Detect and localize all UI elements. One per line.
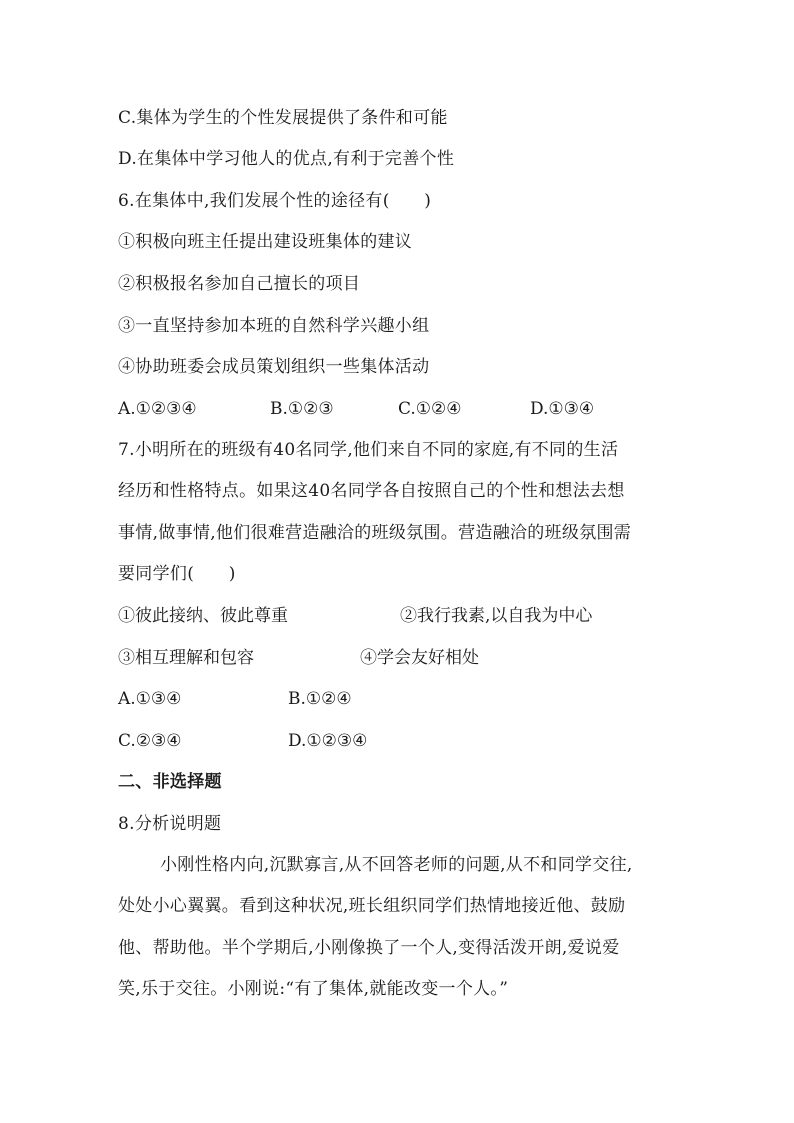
q7-stem-line-2: 经历和性格特点。如果这40名同学各自按照自己的个性和想法去想 [118, 481, 625, 501]
q5-option-c: C.集体为学生的个性发展提供了条件和可能 [118, 108, 448, 128]
q8-passage-line-4: 笑,乐于交往。小刚说:“有了集体,就能改变一个人。” [118, 979, 509, 999]
q6-choice-d: D.①③④ [530, 399, 595, 419]
q5-option-d: D.在集体中学习他人的优点,有利于完善个性 [118, 149, 455, 169]
q7-choice-c: C.②③④ [118, 731, 182, 751]
q7-stem-line-1: 7.小明所在的班级有40名同学,他们来自不同的家庭,有不同的生活 [118, 440, 619, 460]
q7-item-3: ③相互理解和包容 [118, 648, 254, 668]
q7-choice-a: A.①③④ [118, 689, 182, 709]
q7-item-4: ④学会友好相处 [360, 648, 479, 668]
q7-stem-line-3: 事情,做事情,他们很难营造融洽的班级氛围。营造融洽的班级氛围需 [118, 523, 632, 543]
q8-passage-line-1: 小刚性格内向,沉默寡言,从不回答老师的问题,从不和同学交往, [160, 855, 633, 875]
section-title: 二、非选择题 [118, 772, 222, 792]
q6-stem: 6.在集体中,我们发展个性的途径有( ) [118, 191, 432, 211]
q7-stem-line-4: 要同学们( ) [118, 564, 236, 584]
q8-label: 8.分析说明题 [118, 814, 222, 834]
q7-item-2: ②我行我素,以自我为中心 [400, 606, 593, 626]
q8-passage-line-2: 处处小心翼翼。看到这种状况,班长组织同学们热情地接近他、鼓励 [118, 896, 626, 916]
q6-item-1: ①积极向班主任提出建设班集体的建议 [118, 232, 413, 252]
q7-item-1: ①彼此接纳、彼此尊重 [118, 606, 288, 626]
q8-passage-line-3: 他、帮助他。半个学期后,小刚像换了一个人,变得活泼开朗,爱说爱 [118, 938, 620, 958]
q7-choice-b: B.①②④ [288, 689, 352, 709]
q6-item-4: ④协助班委会成员策划组织一些集体活动 [118, 357, 430, 377]
q6-choice-b: B.①②③ [270, 399, 334, 419]
q6-choice-c: C.①②④ [398, 399, 462, 419]
q6-item-2: ②积极报名参加自己擅长的项目 [118, 274, 361, 294]
q6-choice-a: A.①②③④ [118, 399, 197, 419]
q6-item-3: ③一直坚持参加本班的自然科学兴趣小组 [118, 316, 430, 336]
q7-choice-d: D.①②③④ [288, 731, 368, 751]
